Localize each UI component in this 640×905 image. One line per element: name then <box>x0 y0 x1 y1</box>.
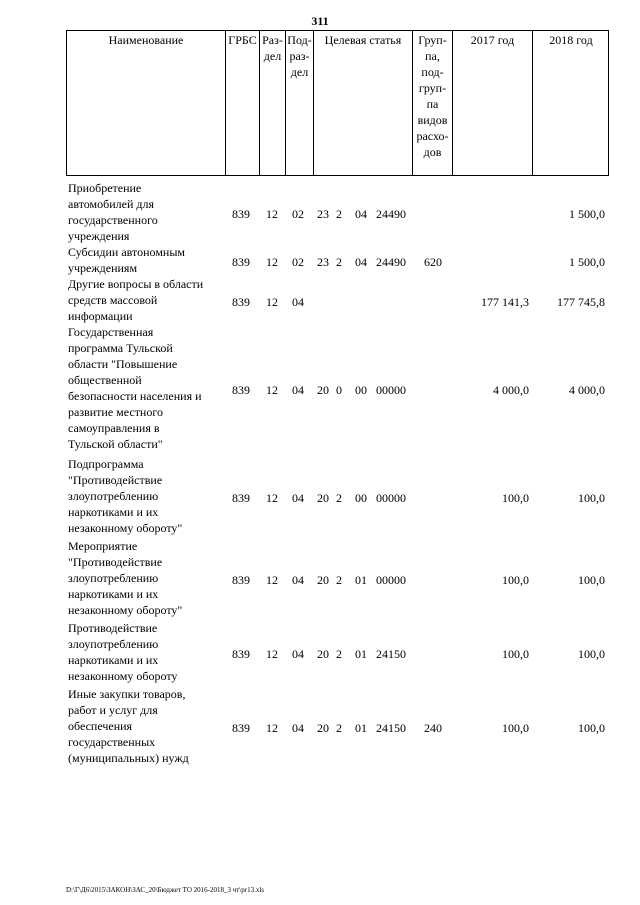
cell-t2: 2 <box>336 491 342 505</box>
cell-y2018: 100,0 <box>578 491 605 505</box>
row-name: Мероприятие "Противодействие злоупотреблению наркотиками и их незаконному обороту" <box>68 539 183 617</box>
cell-grbs: 839 <box>232 721 250 735</box>
header-name: Наименование <box>108 33 184 47</box>
row-name: Иные закупки товаров, работ и услуг для обеспечения государственных (муниципальных) нужд <box>68 687 189 765</box>
column-divider <box>225 30 226 176</box>
cell-t4: 00000 <box>376 491 406 505</box>
cell-t4: 24490 <box>376 207 406 221</box>
table-header <box>66 30 609 176</box>
cell-rz: 12 <box>266 491 278 505</box>
table-row <box>0 180 640 244</box>
cell-pr: 02 <box>292 207 304 221</box>
cell-y2018: 177 745,8 <box>557 295 605 309</box>
header-razdel: Раз- дел <box>262 33 283 63</box>
cell-rz: 12 <box>266 255 278 269</box>
cell-y2018: 4 000,0 <box>569 383 605 397</box>
cell-pr: 02 <box>292 255 304 269</box>
cell-t2: 2 <box>336 573 342 587</box>
cell-t3: 04 <box>355 255 367 269</box>
cell-pr: 04 <box>292 573 304 587</box>
row-name: Другие вопросы в области средств массовой информации <box>68 277 204 323</box>
cell-rz: 12 <box>266 383 278 397</box>
cell-grbs: 839 <box>232 207 250 221</box>
table-row <box>0 276 640 324</box>
table-row <box>0 686 640 766</box>
cell-rz: 12 <box>266 207 278 221</box>
cell-y2018: 100,0 <box>578 573 605 587</box>
cell-t1: 20 <box>317 721 329 735</box>
cell-t4: 24490 <box>376 255 406 269</box>
cell-t4: 00000 <box>376 573 406 587</box>
cell-grbs: 839 <box>232 573 250 587</box>
header-grbs: ГРБС <box>228 33 257 47</box>
cell-t2: 2 <box>336 721 342 735</box>
cell-t4: 00000 <box>376 383 406 397</box>
column-divider <box>452 30 453 176</box>
cell-t3: 01 <box>355 573 367 587</box>
cell-t2: 2 <box>336 207 342 221</box>
cell-pr: 04 <box>292 383 304 397</box>
header-expense-group: Груп- па, под- груп- па видов расхо- дов <box>416 33 449 159</box>
row-name: Подпрограмма "Противодействие злоупотреблению наркотиками и их незаконному обороту" <box>68 457 183 535</box>
cell-rz: 12 <box>266 295 278 309</box>
cell-grbs: 839 <box>232 383 250 397</box>
cell-grbs: 839 <box>232 255 250 269</box>
cell-grbs: 839 <box>232 491 250 505</box>
header-2017: 2017 год <box>470 33 515 47</box>
cell-pr: 04 <box>292 295 304 309</box>
table-row <box>0 324 640 452</box>
cell-t1: 23 <box>317 207 329 221</box>
cell-y2017: 177 141,3 <box>481 295 529 309</box>
cell-y2018: 100,0 <box>578 721 605 735</box>
cell-grbs: 839 <box>232 295 250 309</box>
table-row <box>0 456 640 536</box>
header-podrazdel: Под- раз- дел <box>287 33 312 79</box>
cell-y2018: 100,0 <box>578 647 605 661</box>
table-row <box>0 538 640 618</box>
cell-rz: 12 <box>266 573 278 587</box>
cell-t3: 01 <box>355 647 367 661</box>
row-name: Субсидии автономным учреждениям <box>68 245 185 275</box>
cell-pr: 04 <box>292 647 304 661</box>
cell-pr: 04 <box>292 491 304 505</box>
cell-t2: 2 <box>336 255 342 269</box>
cell-t1: 23 <box>317 255 329 269</box>
column-divider <box>313 30 314 176</box>
cell-y2018: 1 500,0 <box>569 255 605 269</box>
row-name: Противодействие злоупотреблению наркотиками и их незаконному обороту <box>68 621 178 683</box>
column-divider <box>532 30 533 176</box>
row-name: Приобретение автомобилей для государственного учреждения <box>68 181 158 243</box>
cell-y2017: 100,0 <box>502 647 529 661</box>
cell-y2017: 100,0 <box>502 721 529 735</box>
cell-t2: 0 <box>336 383 342 397</box>
cell-t4: 24150 <box>376 647 406 661</box>
cell-t1: 20 <box>317 573 329 587</box>
cell-t1: 20 <box>317 491 329 505</box>
cell-rz: 12 <box>266 721 278 735</box>
table-row <box>0 244 640 276</box>
cell-grbs: 839 <box>232 647 250 661</box>
cell-y2017: 4 000,0 <box>493 383 529 397</box>
page-number: 311 <box>311 14 329 28</box>
cell-t3: 01 <box>355 721 367 735</box>
file-path-footer: D:\Г\Д6\2015\ЗАКОН\ЗАС_20\Бюджет ТО 2016-2018_3 чт\pr13.xls <box>66 886 264 894</box>
cell-t3: 00 <box>355 383 367 397</box>
cell-t1: 20 <box>317 383 329 397</box>
cell-t3: 04 <box>355 207 367 221</box>
cell-pr: 04 <box>292 721 304 735</box>
table-row <box>0 620 640 684</box>
header-2018: 2018 год <box>549 33 593 47</box>
cell-y2017: 100,0 <box>502 491 529 505</box>
cell-t3: 00 <box>355 491 367 505</box>
cell-t2: 2 <box>336 647 342 661</box>
cell-grp: 240 <box>424 721 442 735</box>
cell-y2017: 100,0 <box>502 573 529 587</box>
cell-y2018: 1 500,0 <box>569 207 605 221</box>
cell-rz: 12 <box>266 647 278 661</box>
cell-t4: 24150 <box>376 721 406 735</box>
cell-grp: 620 <box>424 255 442 269</box>
row-name: Государственная программа Тульской области "Повышение общественной безопасности населения и развитие местного самоуправления в Тульской области" <box>68 325 202 451</box>
header-target-article: Целевая статья <box>324 33 402 47</box>
cell-t1: 20 <box>317 647 329 661</box>
